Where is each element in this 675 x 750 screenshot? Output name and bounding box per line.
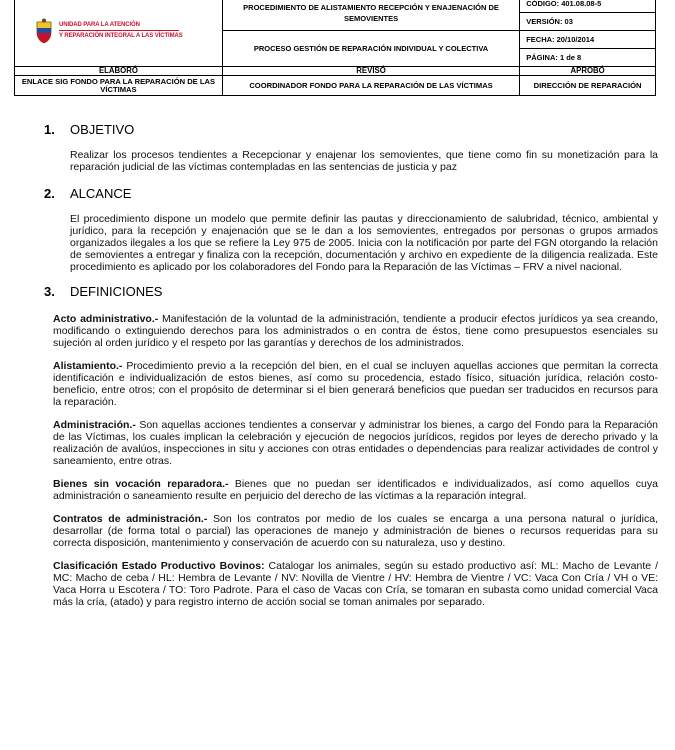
document-title: PROCEDIMIENTO DE ALISTAMIENTO RECEPCIÓN Y ENAJENACIÓN DE SEMOVIENTES [222, 0, 519, 31]
definition-text: Manifestación de la voluntad de la administración, tendiente a producir efectos jurídicos ya sea creando, modificando o extinguiendo derechos para los administrados o en contra de éstos, tiene como presupuestos esenciales su sujeción al orden jurídico y el respeto por las garantías y derechos de los administrados. [53, 313, 658, 349]
definition-term: Clasificación Estado Productivo Bovinos: [53, 560, 265, 572]
document-date: FECHA: 20/10/2014 [520, 31, 656, 49]
definition-term: Bienes sin vocación reparadora.- [53, 478, 229, 490]
section-title: OBJETIVO [70, 122, 135, 137]
definition-term: Acto administrativo.- [53, 313, 159, 325]
role-reviso-label: REVISÓ [222, 67, 519, 76]
reviso-value: COORDINADOR FONDO PARA LA REPARACIÓN DE LAS VÍCTIMAS [222, 76, 519, 96]
definition-item [53, 560, 658, 608]
definitions-list [53, 313, 658, 608]
role-elaboro-label: ELABORÓ [15, 67, 223, 76]
coat-of-arms-icon [35, 18, 53, 44]
section-number: 1. [44, 122, 55, 137]
section-title: ALCANCE [70, 186, 132, 201]
document-header [14, 0, 656, 108]
document-body [44, 122, 658, 619]
document-code: CÓDIGO: 401.08.08-5 [520, 0, 656, 13]
definition-item [53, 419, 658, 467]
header-table [14, 0, 656, 96]
definition-term: Alistamiento.- [53, 360, 123, 372]
definition-item [53, 478, 658, 502]
section-heading-definiciones [44, 284, 658, 299]
logo-divider [59, 30, 179, 31]
section-heading-alcance [44, 186, 658, 201]
definition-text: Catalogar los animales, según su estado productivo así: ML: Macho de Levante / MC: Macho de ceba / HL: Hembra de Levante / NV: Novilla de Vientre / HV: Hembra de Vientre / VC: Vaca Con Cría / VH o VE: Vaca Horra u Escotera / TO: Toro Padrote. Para el caso de Vacas con Cría, se tomaran en subasta como unidad comercial Vaca más la cría, (atado) y para registro interno de acción social se toman animales por separado. [53, 560, 658, 608]
section-number: 2. [44, 186, 55, 201]
section-heading-objetivo [44, 122, 658, 137]
page-number: PÁGINA: 1 de 8 [520, 49, 656, 67]
definition-text: Bienes que no puedan ser identificados e individualizados, así como aquellos cuya administración o saneamiento resulte en perjuicio del derecho de las víctimas a la reparación integral. [53, 478, 658, 502]
role-aprobo-label: APROBÓ [520, 67, 656, 76]
definition-text: Son los contratos por medio de los cuales se encarga a una persona natural o jurídica, desarrollar (de forma total o parcial) las operaciones de manejo y administración de bienes o recursos requeridas para su correcta disposición, mantenimiento y conservación de acuerdo con su naturaleza, uso y destino. [53, 513, 658, 549]
logo-line-2: Y REPARACIÓN INTEGRAL A LAS VÍCTIMAS [59, 33, 183, 39]
process-name: PROCESO GESTIÓN DE REPARACIÓN INDIVIDUAL Y COLECTIVA [222, 31, 519, 67]
document-version: VERSIÓN: 03 [520, 13, 656, 31]
definition-item [53, 313, 658, 349]
alcance-text: El procedimiento dispone un modelo que permite definir las pautas y direccionamiento de salubridad, técnico, ambiental y jurídico, para la recepción y enajenación que se le dan a los semovientes, entregados por personas o grupos armados organizados ilegales a los que se refiere la Ley 975 de 2005. Inicia con la notificación por parte del FGN otorgando la relación de semovientes a entregar y finaliza con la recepción, documentación y archivo en expediente de la diligencia realizada. Este procedimiento es aplicado por los colaboradores del Fondo para la Reparación de las Víctimas – FRV a nivel nacional. [70, 213, 658, 273]
definition-text: Procedimiento previo a la recepción del bien, en el cual se incluyen aquellas acciones que permitan la correcta identificación e individualización de estos bienes, así como su procedencia, estado físico, situación jurídica, relación costo-beneficio, entre otros; con el propósito de determinar si el bien generará beneficios que puedan ser traducidos en recursos para la reparación. [53, 360, 658, 408]
definition-item [53, 513, 658, 549]
logo-line-1: UNIDAD PARA LA ATENCIÓN [59, 22, 140, 28]
institution-logo [35, 18, 222, 44]
aprobo-value: DIRECCIÓN DE REPARACIÓN [520, 76, 656, 96]
definition-term: Contratos de administración.- [53, 513, 208, 525]
logo-cell [15, 0, 223, 67]
definition-term: Administración.- [53, 419, 136, 431]
definition-text: Son aquellas acciones tendientes a conservar y administrar los bienes, a cargo del Fondo para la Reparación de las Víctimas, los cuales implican la celebración y ejecución de negocios jurídicos, regidos por leyes de derecho privado y la realización de avalúos, inspecciones in situ y acciones con otras entidades o dependencias para realizar actividades de control y saneamiento, entre otras. [53, 419, 658, 467]
section-number: 3. [44, 284, 55, 299]
elaboro-value: ENLACE SIG FONDO PARA LA REPARACIÓN DE LAS VÍCTIMAS [15, 76, 223, 96]
definition-item [53, 360, 658, 408]
objetivo-text: Realizar los procesos tendientes a Recepcionar y enajenar los semovientes, que tiene como fin su monetización para la reparación judicial de las víctimas contempladas en las sentencias de justicia y paz [70, 149, 658, 173]
section-title: DEFINICIONES [70, 284, 163, 299]
